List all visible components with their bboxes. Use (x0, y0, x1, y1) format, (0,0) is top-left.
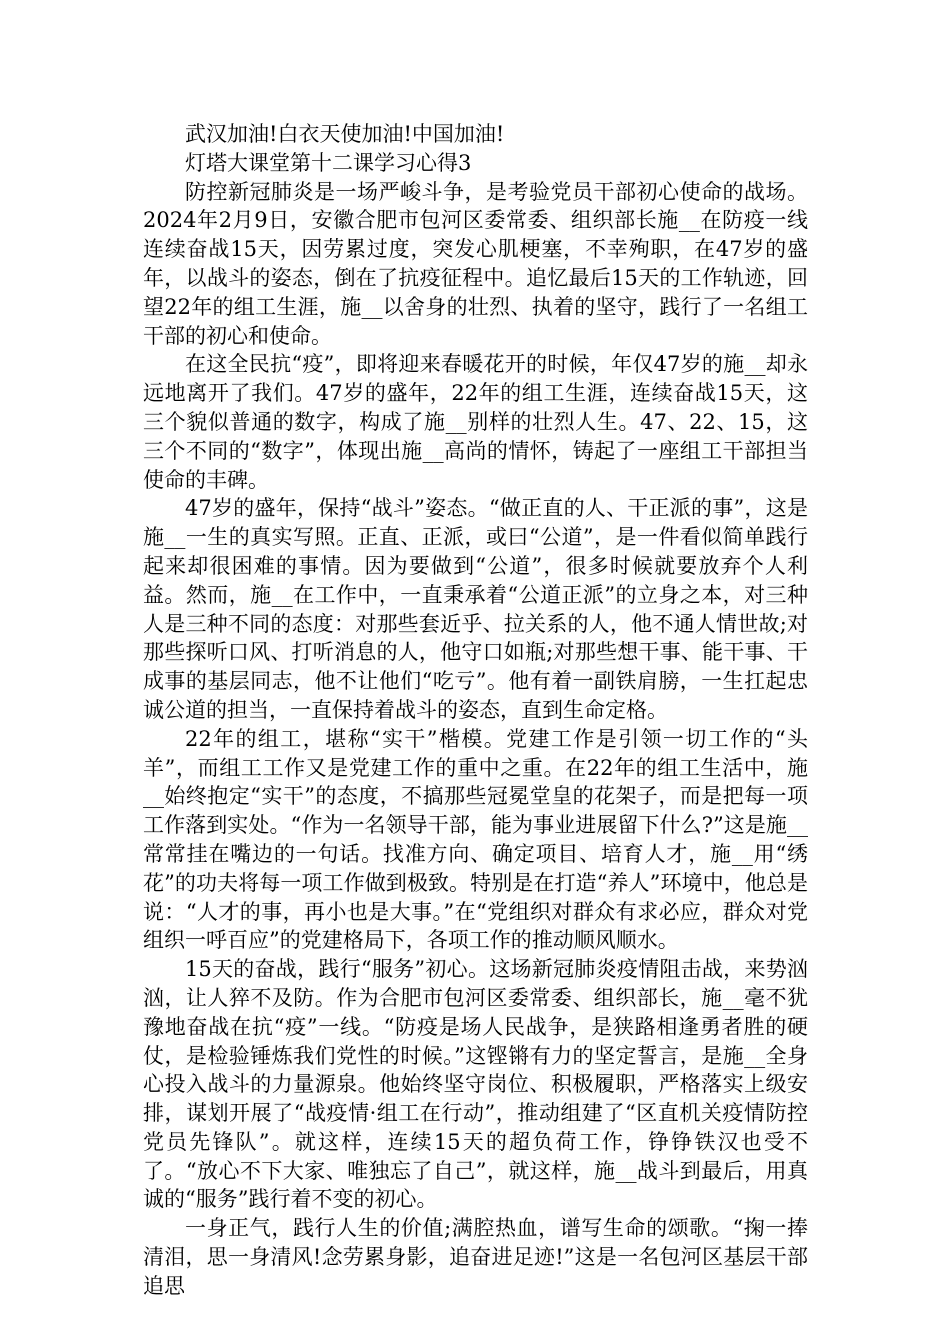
paragraph-1: 防控新冠肺炎是一场严峻斗争，是考验党员干部初心使命的战场。2024年2月9日，安徽合肥市包河区委常委、组织部长施__在防疫一线连续奋战15天，因劳累过度，突发心肌梗塞，不幸殉职，在47岁的盛年，以战斗的姿态，倒在了抗疫征程中。追忆最后15天的工作轨迹，回望22年的组工生涯，施__以舍身的壮烈、执着的坚守，践行了一名组工干部的初心和使命。 (143, 179, 808, 348)
document-page (143, 120, 808, 1301)
paragraph-4: 22年的组工，堪称“实干”楷模。党建工作是引领一切工作的“头羊”，而组工工作又是党建工作的重中之重。在22年的组工生活中，施__始终抱定“实干”的态度，不搞那些冠冕堂皇的花架子，而是把每一项工作落到实处。“作为一名领导干部，能为事业进展留下什么?”这是施__常常挂在嘴边的一句话。找准方向、确定项目、培育人才，施__用“绣花”的功夫将每一项工作做到极致。特别是在打造“养人”环境中，他总是说：“人才的事，再小也是大事。”在“党组织对群众有求必应，群众对党组织一呼百应”的党建格局下，各项工作的推动顺风顺水。 (143, 726, 808, 953)
paragraph-5: 15天的奋战，践行“服务”初心。这场新冠肺炎疫情阻击战，来势汹汹，让人猝不及防。作为合肥市包河区委常委、组织部长，施__毫不犹豫地奋战在抗“疫”一线。“防疫是场人民战争，是狭路相逢勇者胜的硬仗，是检验锤炼我们党性的时候。”这铿锵有力的坚定誓言，是施__全身心投入战斗的力量源泉。他始终坚守岗位、积极履职，严格落实上级安排，谋划开展了“战疫情·组工在行动”，推动组建了“区直机关疫情防控党员先锋队”。就这样，连续15天的超负荷工作，铮铮铁汉也受不了。“放心不下大家、唯独忘了自己”，就这样，施__战斗到最后，用真诚的“服务”践行着不变的初心。 (143, 957, 808, 1212)
paragraph-2: 在这全民抗“疫”，即将迎来春暖花开的时候，年仅47岁的施__却永远地离开了我们。47岁的盛年，22年的组工生涯，连续奋战15天，这三个貌似普通的数字，构成了施__别样的壮烈人生。47、22、15，这三个不同的“数字”，体现出施__高尚的情怀，铸起了一座组工干部担当使命的丰碑。 (143, 352, 808, 492)
paragraph-3: 47岁的盛年，保持“战斗”姿态。“做正直的人、干正派的事”，这是施__一生的真实写照。正直、正派，或曰“公道”，是一件看似简单践行起来却很困难的事情。因为要做到“公道”，很多时候就要放弃个人利益。然而，施__在工作中，一直秉承着“公道正派”的立身之本，对三种人是三种不同的态度：对那些套近乎、拉关系的人，他不通人情世故;对那些探听口风、打听消息的人，他守口如瓶;对那些想干事、能干事、干成事的基层同志，他不让他们“吃亏”。他有着一副铁肩膀，一生扛起忠诚公道的担当，一直保持着战斗的姿态，直到生命定格。 (143, 496, 808, 722)
heading-title-line: 灯塔大课堂第十二课学习心得3 (185, 150, 472, 175)
paragraph-6: 一身正气，践行人生的价值;满腔热血，谱写生命的颂歌。“掬一捧清泪，思一身清风!念劳累身影，追奋进足迹!”这是一名包河区基层干部追思 (143, 1216, 808, 1298)
heading-cheer-line: 武汉加油!白衣天使加油!中国加油! (185, 122, 505, 146)
